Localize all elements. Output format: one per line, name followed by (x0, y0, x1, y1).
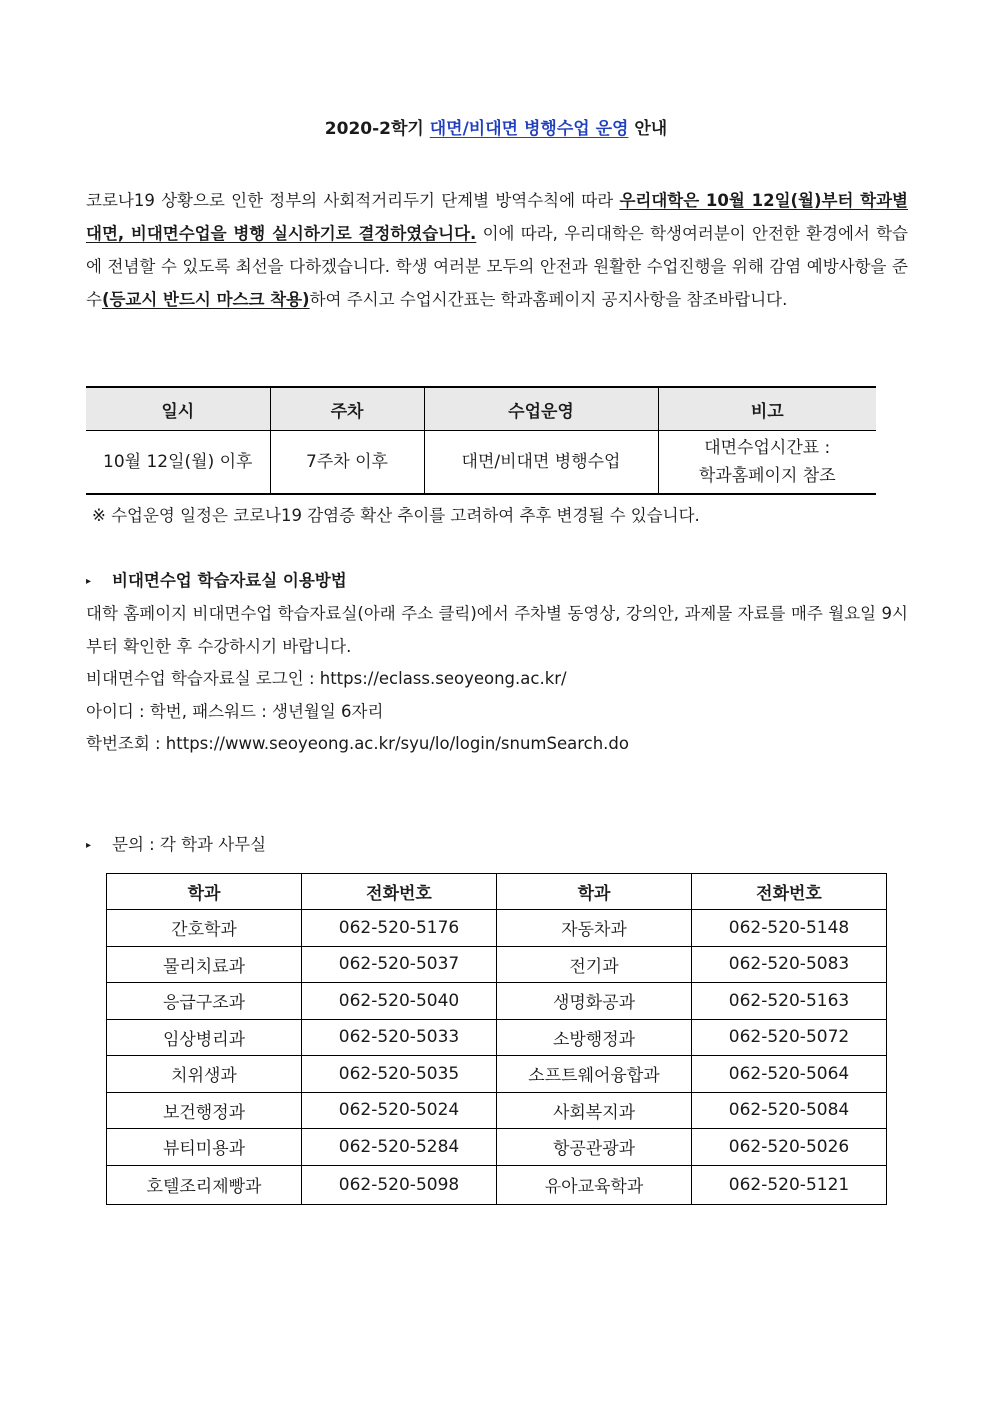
schedule-table (86, 386, 876, 495)
table-row (107, 946, 887, 983)
schedule-note-line1: 대면수업시간표 : (704, 438, 831, 458)
contacts-header-phone-2: 전화번호 (692, 874, 887, 910)
phone-number: 062-520-5072 (692, 1019, 887, 1056)
department-name: 치위생과 (107, 1056, 302, 1093)
triangle-bullet-icon: ▸ (86, 840, 92, 851)
intro-text-2: 이에 따라, 우리대학은 학생여러분이 안전한 환경에서 학습에 전념할 수 있도록 최선을 다하겠습니다. 학생 여러분 모두의 안전과 원활한 수업진행을 위해 감염 예방사항을 준수 (86, 224, 909, 309)
phone-number: 062-520-5035 (302, 1056, 497, 1093)
phone-number: 062-520-5176 (302, 910, 497, 947)
department-name: 전기과 (497, 946, 692, 983)
table-row (107, 1056, 887, 1093)
intro-text-3: 하여 주시고 수업시간표는 학과홈페이지 공지사항을 참조바랍니다. (309, 290, 788, 309)
phone-number: 062-520-5033 (302, 1019, 497, 1056)
elearning-account: 아이디 : 학번, 패스워드 : 생년월일 6자리 (86, 701, 384, 721)
schedule-header-week: 주차 (270, 387, 424, 431)
section-elearning-body (86, 598, 908, 761)
phone-number: 062-520-5037 (302, 946, 497, 983)
phone-number: 062-520-5040 (302, 983, 497, 1020)
table-row (107, 1092, 887, 1129)
phone-number: 062-520-5024 (302, 1092, 497, 1129)
department-name: 임상병리과 (107, 1019, 302, 1056)
department-name: 생명화공과 (497, 983, 692, 1020)
department-name: 간호학과 (107, 910, 302, 947)
schedule-date: 10월 12일(월) 이후 (86, 431, 270, 495)
title-highlight: 대면/비대면 병행수업 운영 (429, 119, 629, 139)
elearning-description: 대학 홈페이지 비대면수업 학습자료실(아래 주소 클릭)에서 주차별 동영상, 강의안, 과제물 자료를 매주 월요일 9시부터 확인한 후 수강하시기 바랍니다. (86, 604, 908, 656)
schedule-week: 7주차 이후 (270, 431, 424, 495)
phone-number: 062-520-5084 (692, 1092, 887, 1129)
contacts-header-dept-2: 학과 (497, 874, 692, 910)
triangle-bullet-icon: ▸ (86, 576, 92, 587)
schedule-header-date: 일시 (86, 387, 270, 431)
phone-number: 062-520-5163 (692, 983, 887, 1020)
schedule-note-line2: 학과홈페이지 참조 (698, 466, 836, 486)
title-prefix: 2020-2학기 (324, 119, 430, 139)
table-row (107, 983, 887, 1020)
title-suffix: 안내 (628, 119, 668, 139)
intro-paragraph (86, 184, 908, 316)
department-name: 자동차과 (497, 910, 692, 947)
schedule-header-row (86, 387, 876, 431)
phone-number: 062-520-5064 (692, 1056, 887, 1093)
elearning-lookup: 학번조회 : https://www.seoyeong.ac.kr/syu/lo/login/snumSearch.do (86, 734, 629, 753)
table-row (107, 1165, 887, 1204)
department-name: 응급구조과 (107, 983, 302, 1020)
department-name: 항공관광과 (497, 1129, 692, 1166)
schedule-row (86, 431, 876, 495)
phone-number: 062-520-5026 (692, 1129, 887, 1166)
phone-number: 062-520-5098 (302, 1165, 497, 1204)
schedule-header-note: 비고 (658, 387, 876, 431)
contacts-table (106, 873, 887, 1205)
intro-bold-mask: (등교시 반드시 마스크 착용) (101, 290, 310, 309)
page-title (0, 116, 992, 142)
section-contact-title: 문의 : 각 학과 사무실 (112, 835, 267, 854)
schedule-mode: 대면/비대면 병행수업 (424, 431, 658, 495)
department-name: 소방행정과 (497, 1019, 692, 1056)
section-contact-heading (86, 830, 908, 861)
section-elearning-heading (86, 566, 908, 597)
table-row (107, 1019, 887, 1056)
department-name: 사회복지과 (497, 1092, 692, 1129)
table-row (107, 1129, 887, 1166)
contacts-header-row (107, 874, 887, 910)
phone-number: 062-520-5121 (692, 1165, 887, 1204)
department-name: 유아교육학과 (497, 1165, 692, 1204)
intro-text-1: 코로나19 상황으로 인한 정부의 사회적거리두기 단계별 방역수칙에 따라 (86, 191, 620, 210)
table-row (107, 910, 887, 947)
department-name: 물리치료과 (107, 946, 302, 983)
intro-bold-decision: 우리대학은 10월 12일(월)부터 학과별 대면, 비대면수업을 병행 실시하기로 결정하였습니다. (86, 191, 908, 243)
department-name: 보건행정과 (107, 1092, 302, 1129)
phone-number: 062-520-5083 (692, 946, 887, 983)
elearning-login: 비대면수업 학습자료실 로그인 : https://eclass.seoyeong.ac.kr/ (86, 669, 567, 688)
department-name: 뷰티미용과 (107, 1129, 302, 1166)
schedule-notice: ※ 수업운영 일정은 코로나19 감염증 확산 추이를 고려하여 추후 변경될 수 있습니다. (92, 506, 700, 525)
phone-number: 062-520-5148 (692, 910, 887, 947)
section-elearning-title: 비대면수업 학습자료실 이용방법 (112, 571, 347, 590)
schedule-note (658, 431, 876, 495)
phone-number: 062-520-5284 (302, 1129, 497, 1166)
department-name: 소프트웨어융합과 (497, 1056, 692, 1093)
schedule-header-mode: 수업운영 (424, 387, 658, 431)
contacts-header-dept-1: 학과 (107, 874, 302, 910)
contacts-header-phone-1: 전화번호 (302, 874, 497, 910)
department-name: 호텔조리제빵과 (107, 1165, 302, 1204)
